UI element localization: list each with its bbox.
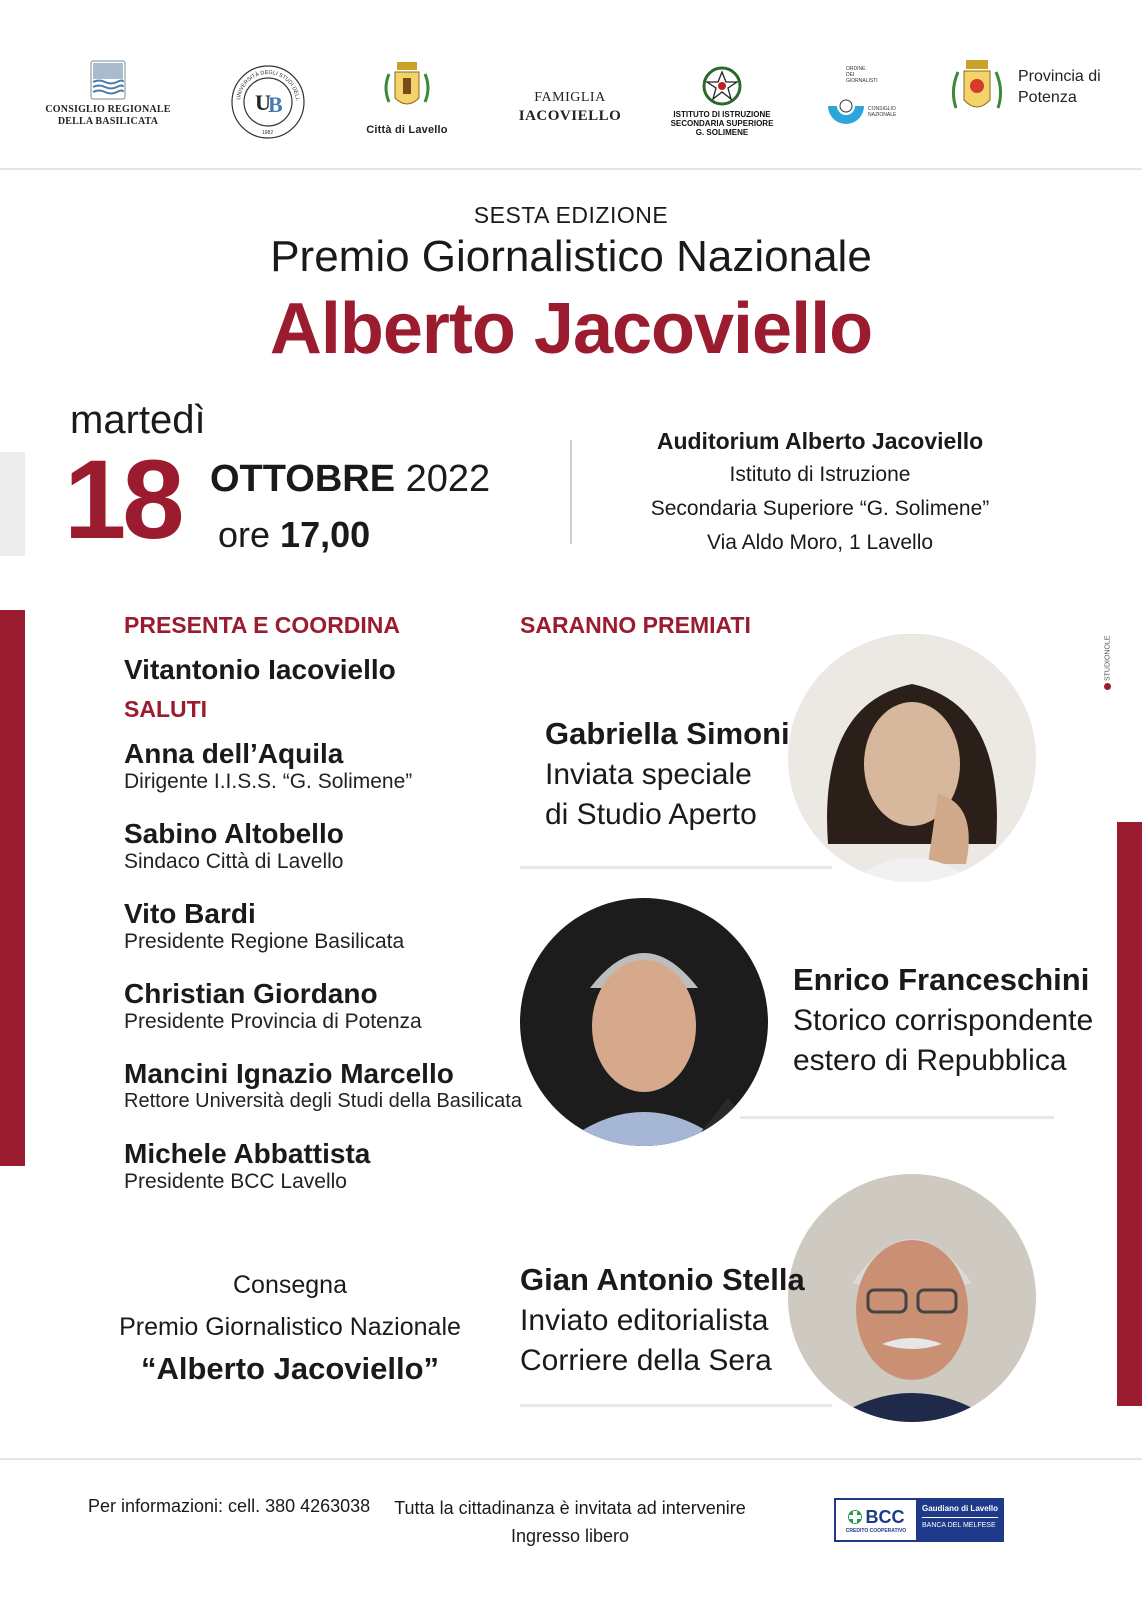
university-seal-icon	[228, 62, 308, 142]
studio-credit-text: STUDIONOLE	[1104, 635, 1112, 682]
bcc-bank-logo	[834, 1498, 1004, 1542]
potenza-coat-of-arms-icon	[950, 58, 1004, 122]
date-venue-separator	[570, 440, 572, 544]
bcc-short: BCC	[865, 1506, 905, 1527]
winner-role-line2: estero di Repubblica	[793, 1044, 1067, 1077]
list-item	[124, 898, 522, 978]
bcc-sub: CREDITO COOPERATIVO	[845, 1527, 907, 1534]
speaker-name: Mancini Ignazio Marcello	[124, 1058, 454, 1089]
list-item	[124, 818, 522, 898]
premiati-heading: SARANNO PREMIATI	[520, 612, 751, 638]
portrait-avatar-icon	[788, 1174, 1036, 1422]
consegna-line3: “Alberto Jacoviello”	[140, 1351, 440, 1386]
footer-info: Per informazioni: cell. 380 4263038	[88, 1496, 371, 1516]
header-divider	[0, 168, 1142, 170]
speaker-name: Vito Bardi	[124, 898, 256, 929]
ordine-line1: ORDINE	[846, 66, 866, 72]
speakers-list	[124, 738, 522, 1218]
list-item	[124, 1138, 522, 1218]
speaker-name: Sabino Altobello	[124, 818, 344, 849]
citta-label: Città di Lavello	[366, 124, 448, 136]
speaker-role: Presidente Regione Basilicata	[124, 930, 405, 953]
istituto-line3: G. SOLIMENE	[695, 128, 749, 137]
consiglio-line2: DELLA BASILICATA	[57, 116, 159, 127]
time-value: 17,00	[280, 514, 371, 555]
famiglia-iacoviello-logo	[505, 90, 635, 125]
right-accent-bar	[1117, 822, 1142, 1406]
presenter-name: Vitantonio Iacoviello	[124, 654, 396, 685]
list-item	[124, 738, 522, 818]
portrait-avatar-icon	[788, 634, 1036, 882]
studio-credit-icon	[1104, 683, 1111, 690]
left-accent-bar	[0, 610, 25, 1166]
ordine-line3: GIORNALISTI	[846, 78, 878, 84]
date-month: OTTOBRE	[210, 458, 396, 500]
footer-invite	[390, 1494, 750, 1550]
venue-block	[610, 424, 1030, 560]
winner-role-line2: di Studio Aperto	[545, 798, 757, 831]
ordine-line2: DEI	[846, 72, 855, 78]
winner-photo-stella	[788, 1174, 1036, 1422]
consiglio-regionale-logo	[38, 60, 178, 128]
venue-line2: Secondaria Superiore “G. Solimene”	[650, 497, 990, 520]
universita-year: 1982	[262, 130, 274, 136]
venue-name: Auditorium Alberto Jacoviello	[656, 428, 984, 454]
edition-label: SESTA EDIZIONE	[473, 202, 669, 228]
citta-lavello-logo	[362, 58, 452, 136]
winner-name: Gabriella Simoni	[545, 716, 790, 751]
winner-photo-franceschini	[520, 898, 768, 1146]
istituto-solimene-logo	[662, 64, 782, 137]
winner-stella	[520, 1262, 805, 1378]
universita-ring-text: UNIVERSITÀ DEGLI STUDI DELL	[236, 69, 300, 101]
speaker-role: Sindaco Città di Lavello	[124, 850, 344, 873]
speaker-role: Presidente BCC Lavello	[124, 1170, 347, 1193]
istituto-line2: SECONDARIA SUPERIORE	[670, 119, 774, 128]
portrait-avatar-icon	[520, 898, 768, 1146]
winner-photo-simoni	[788, 634, 1036, 882]
universita-basilicata-logo	[228, 62, 308, 142]
venue-line1: Istituto di Istruzione	[729, 463, 911, 486]
italian-republic-emblem-icon	[700, 64, 744, 108]
invite-line1: Tutta la cittadinanza è invitata ad intervenire	[394, 1498, 746, 1518]
winner-name: Enrico Franceschini	[793, 962, 1090, 997]
speaker-role: Dirigente I.I.S.S. “G. Solimene”	[124, 770, 413, 793]
bcc-right	[916, 1500, 1002, 1540]
venue-line3: Via Aldo Moro, 1 Lavello	[706, 531, 934, 554]
ordine-line4: CONSIGLIO	[868, 106, 896, 112]
presenta-heading: PRESENTA E COORDINA	[124, 612, 401, 638]
speaker-role: Rettore Università degli Studi della Basilicata	[124, 1090, 522, 1112]
ordine-giornalisti-logo	[824, 66, 904, 132]
lavello-coat-of-arms-icon	[379, 58, 435, 120]
date-month-year	[210, 458, 490, 501]
date-time	[218, 514, 370, 556]
saluti-heading: SALUTI	[124, 696, 208, 722]
ordine-line5: NAZIONALE	[868, 112, 897, 118]
bcc-tagline: BANCA DEL MELFESE	[921, 1522, 996, 1529]
studio-credit	[1104, 636, 1111, 690]
winner-divider	[520, 1404, 832, 1407]
speaker-name: Anna dell’Aquila	[124, 738, 344, 769]
winner-role-line1: Storico corrispondente	[793, 1004, 1094, 1037]
consegna-line2: Premio Giornalistico Nazionale	[119, 1313, 461, 1341]
consiglio-line1: CONSIGLIO REGIONALE	[45, 104, 171, 115]
provincia-line1: Provincia di	[1018, 68, 1101, 85]
page-subtitle: Premio Giornalistico Nazionale	[270, 232, 872, 281]
bcc-name: Gaudiano di Lavello	[921, 1504, 998, 1513]
famiglia-line1: FAMIGLIA	[534, 90, 606, 105]
winner-simoni	[545, 716, 790, 832]
speaker-name: Christian Giordano	[124, 978, 378, 1009]
list-item	[124, 1058, 522, 1138]
bcc-left	[836, 1500, 916, 1540]
page-title: Alberto Jacoviello	[269, 289, 873, 369]
istituto-line1: ISTITUTO DI ISTRUZIONE	[673, 110, 771, 119]
winner-name: Gian Antonio Stella	[520, 1262, 805, 1297]
famiglia-line2: IACOVIELLO	[518, 108, 622, 124]
invite-line2: Ingresso libero	[510, 1526, 630, 1546]
winner-role-line2: Corriere della Sera	[520, 1344, 772, 1377]
winner-role-line1: Inviato editorialista	[520, 1304, 769, 1337]
speaker-role: Presidente Provincia di Potenza	[124, 1010, 422, 1033]
date-weekday: martedì	[70, 398, 206, 442]
winner-franceschini	[793, 962, 1093, 1078]
sponsor-logos-band	[0, 0, 1142, 168]
date-day: 18	[64, 437, 181, 562]
winner-role-line1: Inviata speciale	[545, 758, 752, 791]
consegna-block	[110, 1264, 470, 1390]
consegna-line1: Consegna	[233, 1271, 347, 1299]
svg-text:B: B	[268, 92, 283, 117]
date-year: 2022	[405, 458, 491, 500]
date-side-bar	[0, 452, 25, 556]
speaker-name: Michele Abbattista	[124, 1138, 371, 1169]
svg-text:U: U	[255, 90, 271, 115]
winner-divider	[740, 1116, 1054, 1119]
provincia-line2: Potenza	[1018, 89, 1077, 106]
basilicata-region-icon	[90, 60, 126, 100]
list-item	[124, 978, 522, 1058]
footer-divider	[0, 1458, 1142, 1460]
bcc-clover-icon	[847, 1509, 863, 1525]
winner-divider	[520, 866, 832, 869]
time-prefix: ore	[218, 514, 271, 555]
